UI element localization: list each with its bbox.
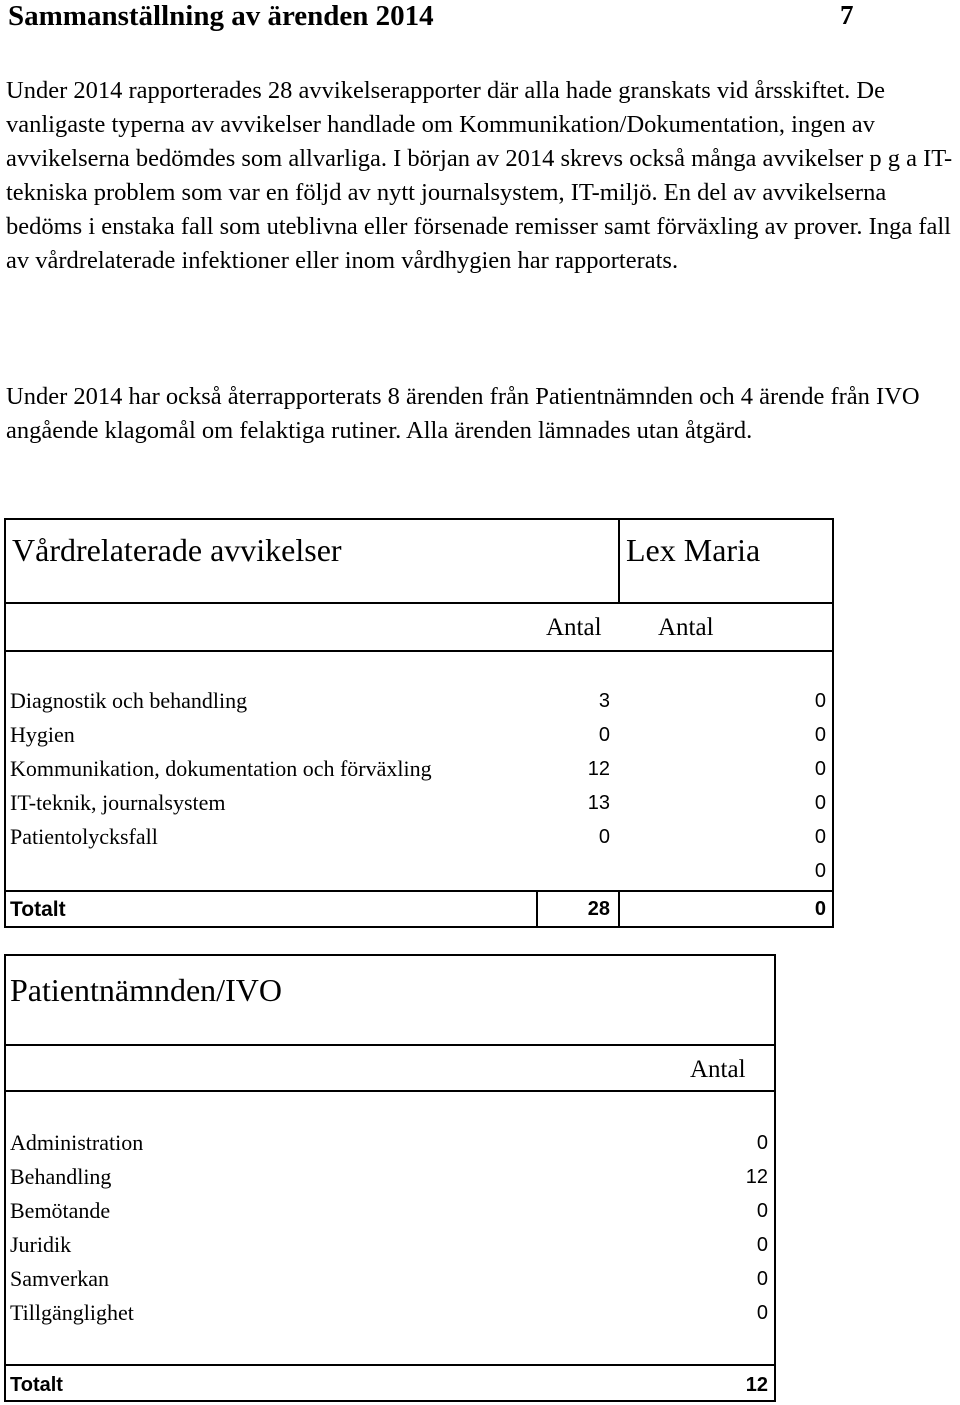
list-item-label: Tillgänglighet: [10, 1300, 134, 1325]
table2-antal-header: Antal: [690, 1056, 746, 1083]
total-antal: 28: [587, 898, 610, 920]
list-item-antal: 0: [756, 1268, 768, 1290]
paragraph-summary: Under 2014 rapporterades 28 avvikelserapporter där alla hade granskats vid årsskiftet. De vanligaste typerna av avvikelser handlade om Kommunikation/Dokumentation, ingen av avvikelserna bedömdes som allvarliga. I början av 2014 skrevs också många avvikelser p g a IT-tekniska problem som var en följd av nytt journalsystem, IT-miljö. En del av avvikelserna bedöms i enstaka fall som uteblivna eller försenade remisser samt förväxling av prover. Inga fall av vårdrelaterade infektioner eller inom vårdhygien har rapporterats.: [6, 77, 953, 274]
table-row-lex: 0: [814, 826, 826, 848]
table1-title: Vårdrelaterade avvikelser: [12, 532, 342, 568]
table-row-label: Diagnostik och behandling: [10, 688, 248, 713]
list-item-label: Behandling: [10, 1164, 112, 1189]
total-label: Totalt: [10, 898, 66, 921]
lex-maria-header: Lex Maria: [626, 532, 761, 568]
table2-total-label: Totalt: [10, 1374, 63, 1396]
table2-title: Patientnämnden/IVO: [10, 972, 282, 1008]
antal-header: Antal: [546, 614, 602, 641]
list-item-label: Juridik: [10, 1232, 72, 1257]
list-item-label: Administration: [10, 1130, 144, 1155]
table-row-label: IT-teknik, journalsystem: [10, 790, 226, 815]
table-row-lex: 0: [814, 724, 826, 746]
table-row-antal: 13: [587, 792, 610, 814]
list-item-antal: 0: [756, 1302, 768, 1324]
table-row-antal: 0: [598, 826, 610, 848]
table-row-label: Hygien: [10, 722, 75, 747]
list-item-label: Bemötande: [10, 1198, 111, 1223]
paragraph-patientnamnden: Under 2014 har också återrapporterats 8 ärenden från Patientnämnden och 4 ärende från IVO angående klagomål om felaktiga rutiner. Alla ärenden lämnades utan åtgärd.: [6, 383, 920, 444]
table-row-antal: 12: [587, 758, 610, 780]
page-number: 7: [840, 0, 854, 30]
table-row-antal: 3: [598, 690, 610, 712]
total-lex: 0: [814, 898, 826, 920]
table-row-lex: 0: [814, 792, 826, 814]
table-row-label: Patientolycksfall: [10, 824, 158, 849]
list-item-antal: 0: [756, 1132, 768, 1154]
table-row-antal: 0: [598, 724, 610, 746]
list-item-antal: 0: [756, 1200, 768, 1222]
list-item-antal: 12: [745, 1166, 768, 1188]
extra-lex-value: 0: [814, 860, 826, 882]
lex-antal-header: Antal: [658, 614, 714, 641]
list-item-antal: 0: [756, 1234, 768, 1256]
table-row-lex: 0: [814, 758, 826, 780]
table-row-label: Kommunikation, dokumentation och förväxling: [10, 756, 432, 781]
table-row-lex: 0: [814, 690, 826, 712]
table2-total-antal: 12: [745, 1374, 768, 1396]
list-item-label: Samverkan: [10, 1266, 109, 1291]
page-title: Sammanställning av ärenden 2014: [8, 0, 434, 32]
